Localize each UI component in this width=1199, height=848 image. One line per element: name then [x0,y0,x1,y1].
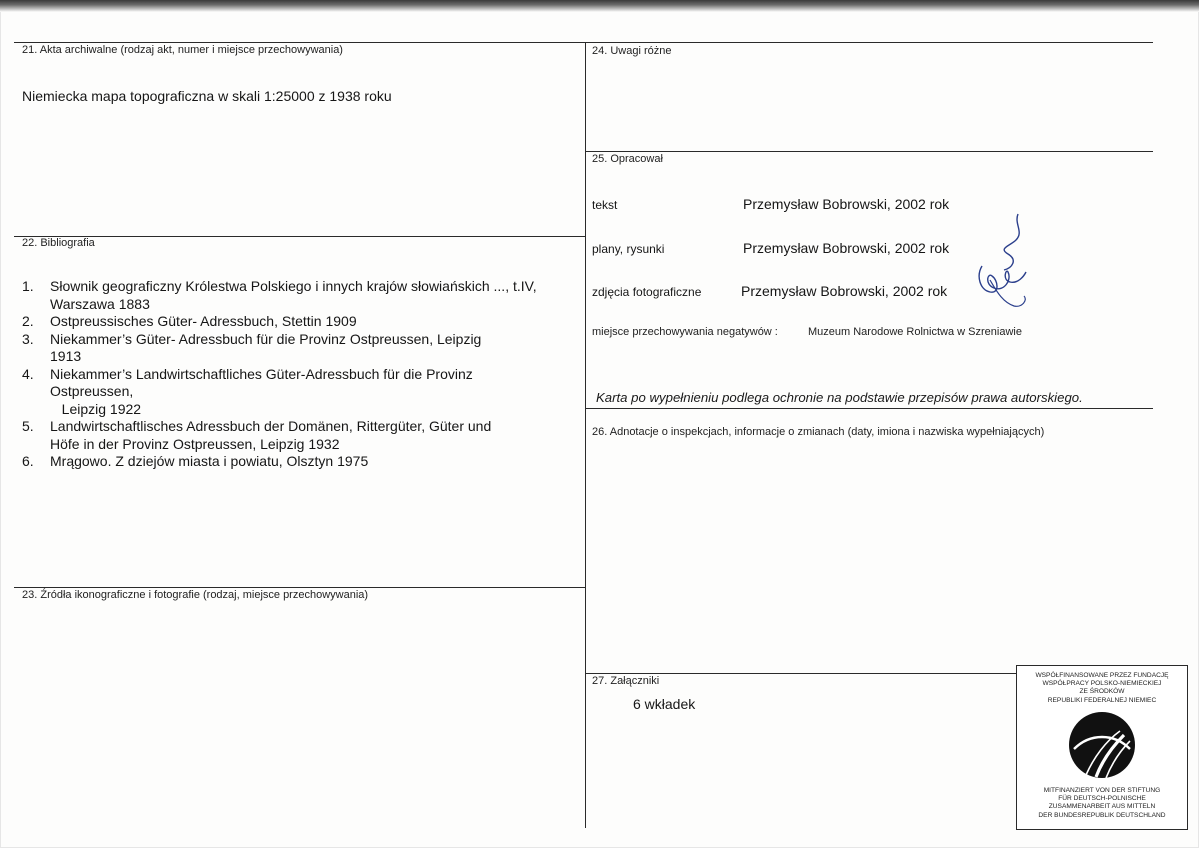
section-27-content: 6 wkładek [633,696,696,712]
rule-right-25 [586,151,1153,152]
copyright-notice: Karta po wypełnieniu podlega ochronie na podstawie przepisów prawa autorskiego. [596,390,1083,405]
section-21-content: Niemiecka mapa topograficzna w skali 1:25000 z 1938 roku [22,88,392,104]
section-23-label: 23. Źródła ikonograficzne i fotografie (rodzaj, miejsce przechowywania) [22,589,369,601]
list-item: 5. Landwirtschaftlisches Adressbuch der Domänen, Rittergüter, Güter und Höfe in der Provinz Ostpreussen, Leipzig 1932 [22,418,492,452]
rule-top [14,42,1153,43]
section-22-label: 22. Bibliografia [22,237,95,249]
list-item: 2. Ostpreussisches Güter- Adressbuch, Stettin 1909 [22,313,357,329]
negatives-label: miejsce przechowywania negatywów : [592,326,778,338]
section-25-label: 25. Opracował [592,153,663,165]
signature-icon [968,210,1038,315]
negatives-value: Muzeum Narodowe Rolnictwa w Szreniawie [808,326,1022,338]
author-role-photos: zdjęcia fotograficzne [592,285,702,299]
section-24-label: 24. Uwagi różne [592,45,672,57]
section-27-label: 27. Załączniki [592,675,660,687]
bibliography-list [22,278,582,471]
rule-right-26 [586,408,1153,409]
section-21-label: 21. Akta archiwalne (rodzaj akt, numer i miejsce przechowywania) [22,44,343,56]
rule-left-23 [14,587,585,588]
list-item: 4. Niekammer’s Landwirtschaftliches Güter-Adressbuch für die Provinz Ostpreussen, Leipzig 1922 [22,365,473,417]
list-item: 1. Słownik geograficzny Królestwa Polskiego i innych krajów słowiańskich ..., t.IV, Warszawa 1883 [22,278,537,312]
section-26-label: 26. Adnotacje o inspekcjach, informacje o zmianach (daty, imiona i nazwiska wypełniających) [592,426,1045,438]
rule-right-27 [586,673,1016,674]
logo-text-polish: WSPÓŁFINANSOWANE PRZEZ FUNDACJĘ WSPÓŁPRACY POLSKO-NIEMIECKIEJ ZE ŚRODKÓW REPUBLIKI FEDERALNEJ NIEMIEC [1035,672,1169,704]
scan-edge [0,0,1199,12]
author-name-text: Przemysław Bobrowski, 2002 rok [743,196,950,212]
rule-left-22 [14,236,585,237]
author-role-text: tekst [592,198,618,212]
list-item: 6. Mrągowo. Z dziejów miasta i powiatu, Olsztyn 1975 [22,453,369,469]
road-logo-icon [1068,711,1136,779]
list-item: 3. Niekammer’s Güter- Adressbuch für die Provinz Ostpreussen, Leipzig 1913 [22,330,482,364]
rule-vertical-center [585,42,586,828]
author-name-plans: Przemysław Bobrowski, 2002 rok [743,240,950,256]
author-role-plans: plany, rysunki [592,242,665,256]
logo-text-german: MITFINANZIERT VON DER STIFTUNG FÜR DEUTSCH-POLNISCHE ZUSAMMENARBEIT AUS MITTELN DER BUNDESREPUBLIK DEUTSCHLAND [1038,787,1166,819]
sponsor-logo [1016,665,1188,830]
author-name-photos: Przemysław Bobrowski, 2002 rok [741,283,948,299]
